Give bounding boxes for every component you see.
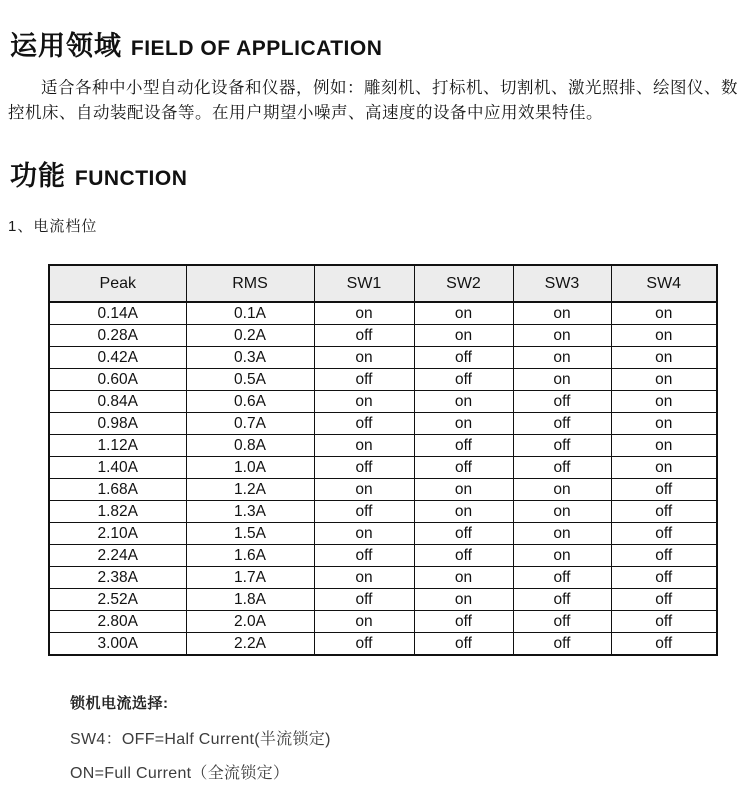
table-cell: 2.38A xyxy=(49,567,186,589)
table-cell: 1.40A xyxy=(49,457,186,479)
table-cell: 1.68A xyxy=(49,479,186,501)
table-cell: 0.42A xyxy=(49,347,186,369)
table-cell: off xyxy=(314,633,414,656)
table-cell: off xyxy=(513,413,611,435)
section-heading-field-of-application xyxy=(10,24,382,63)
table-row xyxy=(49,369,717,391)
table-cell: on xyxy=(414,302,513,325)
table-cell: off xyxy=(611,479,717,501)
table-cell: 1.7A xyxy=(186,567,314,589)
table-row xyxy=(49,501,717,523)
column-header-sw2: SW2 xyxy=(414,265,513,302)
heading-zh-field-of-application: 运用领域 xyxy=(10,31,122,61)
table-cell: off xyxy=(611,501,717,523)
table-cell: off xyxy=(414,347,513,369)
column-header-sw1: SW1 xyxy=(314,265,414,302)
table-cell: on xyxy=(513,325,611,347)
column-header-peak: Peak xyxy=(49,265,186,302)
table-cell: on xyxy=(611,302,717,325)
table-cell: 2.80A xyxy=(49,611,186,633)
table-cell: on xyxy=(611,457,717,479)
note-sw4-off: SW4：OFF=Half Current(半流锁定) xyxy=(70,731,331,748)
table-cell: on xyxy=(314,611,414,633)
table-cell: off xyxy=(414,633,513,656)
table-cell: 3.00A xyxy=(49,633,186,656)
table-cell: off xyxy=(611,589,717,611)
table-cell: on xyxy=(414,501,513,523)
table-row xyxy=(49,633,717,656)
table-cell: off xyxy=(314,325,414,347)
table-cell: 1.82A xyxy=(49,501,186,523)
table-cell: on xyxy=(314,302,414,325)
table-row xyxy=(49,457,717,479)
table-row xyxy=(49,391,717,413)
table-cell: off xyxy=(314,369,414,391)
table-cell: off xyxy=(611,633,717,656)
heading-zh-function: 功能 xyxy=(10,161,66,191)
table-cell: on xyxy=(314,435,414,457)
current-table-body xyxy=(49,302,717,655)
table-cell: on xyxy=(611,325,717,347)
table-cell: on xyxy=(414,391,513,413)
table-cell: on xyxy=(513,501,611,523)
table-cell: on xyxy=(314,523,414,545)
lock-current-notes xyxy=(70,692,331,794)
table-cell: 2.2A xyxy=(186,633,314,656)
table-cell: 0.5A xyxy=(186,369,314,391)
table-cell: 1.0A xyxy=(186,457,314,479)
table-cell: 2.0A xyxy=(186,611,314,633)
table-cell: off xyxy=(513,435,611,457)
table-cell: on xyxy=(314,347,414,369)
note-sw4-on: ON=Full Current（全流锁定） xyxy=(70,765,290,782)
application-description-paragraph: 适合各种中小型自动化设备和仪器，例如：雕刻机、打标机、切割机、激光照排、绘图仪、数控机床、自动装配设备等。在用户期望小噪声、高速度的设备中应用效果特佳。 xyxy=(8,79,738,122)
table-cell: on xyxy=(513,545,611,567)
table-row xyxy=(49,589,717,611)
table-cell: 0.2A xyxy=(186,325,314,347)
table-row xyxy=(49,567,717,589)
table-cell: off xyxy=(414,369,513,391)
table-cell: off xyxy=(513,567,611,589)
table-cell: off xyxy=(513,391,611,413)
table-cell: off xyxy=(414,611,513,633)
section-heading-function xyxy=(10,154,187,193)
table-cell: 1.8A xyxy=(186,589,314,611)
table-row xyxy=(49,523,717,545)
table-cell: on xyxy=(611,369,717,391)
table-cell: off xyxy=(314,545,414,567)
table-row xyxy=(49,611,717,633)
table-cell: 2.52A xyxy=(49,589,186,611)
table-cell: on xyxy=(414,589,513,611)
heading-en-field-of-application: FIELD OF APPLICATION xyxy=(130,37,383,60)
table-row xyxy=(49,545,717,567)
table-cell: off xyxy=(314,413,414,435)
table-header-row xyxy=(49,265,717,302)
table-cell: on xyxy=(414,325,513,347)
table-cell: 1.5A xyxy=(186,523,314,545)
table-cell: on xyxy=(414,413,513,435)
lock-current-notes-title: 锁机电流选择: xyxy=(70,695,169,712)
table-cell: 0.84A xyxy=(49,391,186,413)
table-cell: 0.3A xyxy=(186,347,314,369)
table-cell: off xyxy=(611,611,717,633)
table-cell: 0.1A xyxy=(186,302,314,325)
table-cell: off xyxy=(513,589,611,611)
heading-en-function: FUNCTION xyxy=(74,167,188,190)
table-cell: on xyxy=(513,523,611,545)
table-cell: 0.60A xyxy=(49,369,186,391)
column-header-rms: RMS xyxy=(186,265,314,302)
current-gear-table-label: 1、电流档位 xyxy=(8,218,98,235)
table-cell: on xyxy=(314,479,414,501)
table-row xyxy=(49,347,717,369)
table-cell: off xyxy=(314,589,414,611)
table-cell: off xyxy=(414,435,513,457)
table-cell: 0.28A xyxy=(49,325,186,347)
current-table-head xyxy=(49,265,717,302)
table-cell: off xyxy=(513,457,611,479)
current-setting-table xyxy=(48,264,718,656)
table-cell: off xyxy=(611,545,717,567)
table-cell: 0.8A xyxy=(186,435,314,457)
table-cell: on xyxy=(414,567,513,589)
table-cell: 2.24A xyxy=(49,545,186,567)
table-cell: off xyxy=(314,457,414,479)
table-row xyxy=(49,435,717,457)
table-cell: on xyxy=(314,391,414,413)
table-cell: off xyxy=(611,523,717,545)
table-cell: 0.7A xyxy=(186,413,314,435)
table-cell: 1.12A xyxy=(49,435,186,457)
table-cell: 2.10A xyxy=(49,523,186,545)
table-cell: 1.3A xyxy=(186,501,314,523)
table-cell: off xyxy=(513,633,611,656)
table-cell: 1.2A xyxy=(186,479,314,501)
table-cell: off xyxy=(314,501,414,523)
table-cell: on xyxy=(414,479,513,501)
table-cell: on xyxy=(611,413,717,435)
table-row xyxy=(49,479,717,501)
table-cell: on xyxy=(611,391,717,413)
table-cell: 0.14A xyxy=(49,302,186,325)
table-cell: 1.6A xyxy=(186,545,314,567)
column-header-sw3: SW3 xyxy=(513,265,611,302)
table-cell: on xyxy=(611,347,717,369)
table-row xyxy=(49,325,717,347)
table-cell: on xyxy=(611,435,717,457)
table-cell: on xyxy=(314,567,414,589)
table-cell: on xyxy=(513,347,611,369)
column-header-sw4: SW4 xyxy=(611,265,717,302)
table-cell: off xyxy=(414,523,513,545)
table-cell: off xyxy=(611,567,717,589)
table-row xyxy=(49,413,717,435)
table-row xyxy=(49,302,717,325)
table-cell: on xyxy=(513,369,611,391)
table-cell: off xyxy=(414,457,513,479)
table-cell: 0.98A xyxy=(49,413,186,435)
table-cell: on xyxy=(513,479,611,501)
table-cell: off xyxy=(513,611,611,633)
table-cell: off xyxy=(414,545,513,567)
table-cell: on xyxy=(513,302,611,325)
table-cell: 0.6A xyxy=(186,391,314,413)
